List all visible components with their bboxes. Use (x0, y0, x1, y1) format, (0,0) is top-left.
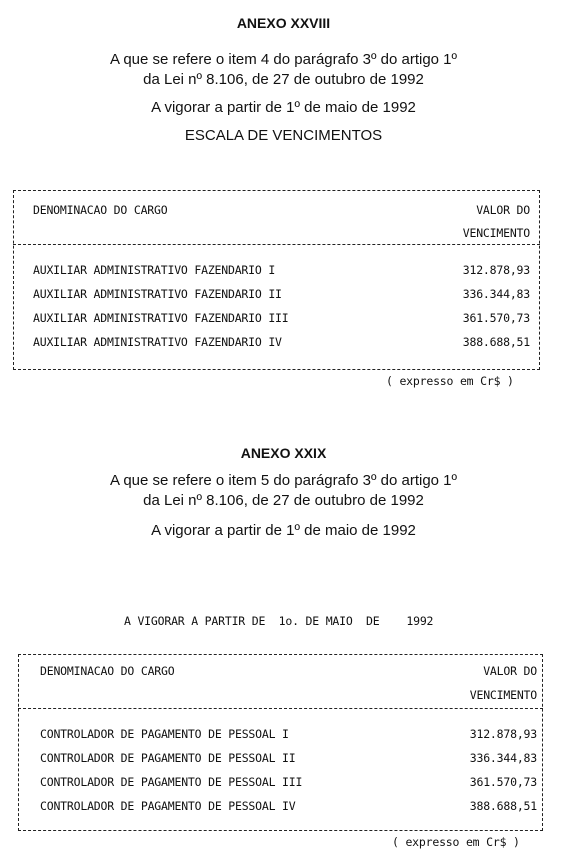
annex29-reference-line: A que se refere o item 5 do parágrafo 3º do artigo 1º (109, 472, 457, 489)
annex28-effective-line: A vigorar a partir de 1º de maio de 1992 (151, 99, 416, 116)
table-row-name: CONTROLADOR DE PAGAMENTO DE PESSOAL II (40, 751, 296, 765)
column-header-value: VALOR DO (476, 203, 530, 217)
annex28-law-line: da Lei nº 8.106, de 27 de outubro de 1992 (143, 71, 424, 88)
table-row-value: 336.344,83 (462, 287, 530, 301)
table-row-name: AUXILIAR ADMINISTRATIVO FAZENDARIO II (33, 287, 282, 301)
annex28-reference-line: A que se refere o item 4 do parágrafo 3º do artigo 1º (109, 51, 457, 68)
annex28-subtitle: ESCALA DE VENCIMENTOS (184, 127, 383, 144)
table-row-value: 361.570,73 (462, 311, 530, 325)
table-row-value: 336.344,83 (469, 751, 537, 765)
table-row-name: CONTROLADOR DE PAGAMENTO DE PESSOAL IV (40, 799, 296, 813)
table-row-name: AUXILIAR ADMINISTRATIVO FAZENDARIO IV (33, 335, 282, 349)
annex29-effective-line: A vigorar a partir de 1º de maio de 1992 (151, 522, 416, 539)
table-divider (13, 244, 540, 245)
table-row-value: 361.570,73 (469, 775, 537, 789)
column-header-value-2: VENCIMENTO (469, 688, 537, 702)
column-header-name: DENOMINACAO DO CARGO (33, 203, 168, 217)
currency-note: ( expresso em Cr$ ) (386, 374, 514, 388)
annex29-effective-date-line: A VIGORAR A PARTIR DE 1o. DE MAIO DE 1992 (124, 614, 434, 628)
annex28-title: ANEXO XXVIII (236, 15, 331, 31)
column-header-name: DENOMINACAO DO CARGO (40, 664, 175, 678)
table-row-name: AUXILIAR ADMINISTRATIVO FAZENDARIO I (33, 263, 276, 277)
annex29-law-line: da Lei nº 8.106, de 27 de outubro de 1992 (143, 492, 424, 509)
column-header-value: VALOR DO (483, 664, 537, 678)
column-header-value-2: VENCIMENTO (462, 226, 530, 240)
table-row-value: 312.878,93 (469, 727, 537, 741)
table-row-name: CONTROLADOR DE PAGAMENTO DE PESSOAL I (40, 727, 289, 741)
table-divider (18, 708, 543, 709)
table-row-name: AUXILIAR ADMINISTRATIVO FAZENDARIO III (33, 311, 289, 325)
table-row-value: 388.688,51 (469, 799, 537, 813)
table-row-value: 388.688,51 (462, 335, 530, 349)
annex29-title: ANEXO XXIX (240, 445, 327, 461)
currency-note: ( expresso em Cr$ ) (392, 835, 520, 849)
table-row-value: 312.878,93 (462, 263, 530, 277)
table-row-name: CONTROLADOR DE PAGAMENTO DE PESSOAL III (40, 775, 303, 789)
